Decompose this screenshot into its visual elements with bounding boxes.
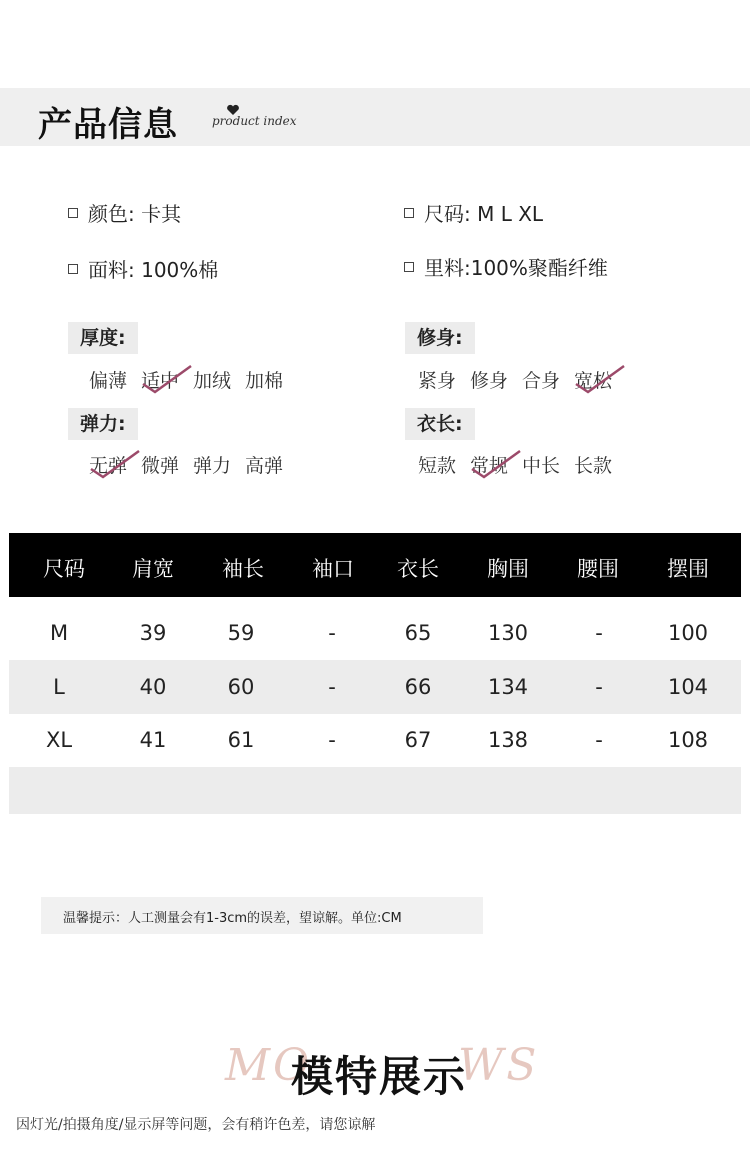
option-item: 加棉 bbox=[245, 370, 284, 392]
model-script-right: WS bbox=[458, 1040, 540, 1091]
attr-size-text: 尺码: M L XL bbox=[424, 202, 544, 226]
table-cell: 66 bbox=[404, 675, 432, 699]
option-item-selected bbox=[141, 366, 179, 393]
table-cell: 108 bbox=[667, 728, 709, 752]
table-cell: 39 bbox=[139, 621, 167, 645]
option-item-selected bbox=[574, 366, 612, 393]
table-cell: - bbox=[595, 621, 603, 645]
table-cell: - bbox=[328, 675, 336, 699]
option-item: 微弹 bbox=[141, 455, 180, 477]
color-difference-note: 因灯光/拍摄角度/显示屏等问题，会有稍许色差，请您谅解 bbox=[16, 1117, 376, 1133]
table-cell: 104 bbox=[667, 675, 709, 699]
table-cell: 60 bbox=[227, 675, 255, 699]
option-item-selected bbox=[89, 451, 127, 478]
size-table-header bbox=[9, 533, 741, 597]
table-cell: 134 bbox=[487, 675, 529, 699]
table-cell: M bbox=[49, 621, 69, 645]
table-cell: - bbox=[595, 675, 603, 699]
table-header-cell: 胸围 bbox=[487, 557, 529, 581]
bullet-box-icon bbox=[68, 208, 78, 218]
product-index-script bbox=[212, 104, 322, 138]
bullet-box-icon bbox=[404, 262, 414, 272]
option-item: 修身 bbox=[470, 370, 509, 392]
model-script-left: MO bbox=[225, 1040, 313, 1091]
table-cell: 40 bbox=[139, 675, 167, 699]
table-header-cell: 袖长 bbox=[222, 557, 264, 581]
attr-color bbox=[68, 198, 181, 227]
attr-color-text: 颜色: 卡其 bbox=[88, 202, 182, 226]
option-item: 加绒 bbox=[193, 370, 232, 392]
table-cell: 130 bbox=[487, 621, 529, 645]
fit-options bbox=[418, 366, 626, 393]
option-item-selected bbox=[470, 451, 508, 478]
table-header-cell: 尺码 bbox=[43, 557, 85, 581]
option-item: 弹力 bbox=[193, 455, 232, 477]
section-title: 产品信息 bbox=[38, 105, 178, 145]
elasticity-options bbox=[89, 451, 297, 478]
table-row bbox=[9, 606, 741, 660]
option-item: 中长 bbox=[522, 455, 561, 477]
table-cell: 100 bbox=[667, 621, 709, 645]
product-index-text: product index bbox=[212, 114, 297, 128]
bullet-box-icon bbox=[68, 264, 78, 274]
option-item: 短款 bbox=[418, 455, 457, 477]
table-row-empty bbox=[9, 767, 741, 814]
option-item: 高弹 bbox=[245, 455, 284, 477]
option-text: 适中 bbox=[141, 370, 180, 392]
attr-fabric bbox=[68, 254, 218, 283]
measurement-note bbox=[41, 897, 483, 934]
attr-lining bbox=[404, 252, 608, 281]
thickness-label: 厚度: bbox=[68, 322, 138, 354]
table-header-cell: 腰围 bbox=[577, 557, 619, 581]
table-cell: 61 bbox=[227, 728, 255, 752]
table-cell: L bbox=[53, 675, 65, 699]
table-cell: 67 bbox=[404, 728, 432, 752]
thickness-options bbox=[89, 366, 297, 393]
attr-fabric-text: 面料: 100%棉 bbox=[88, 258, 219, 282]
table-cell: XL bbox=[45, 728, 73, 752]
table-cell: 59 bbox=[227, 621, 255, 645]
table-cell: 138 bbox=[487, 728, 529, 752]
option-item: 合身 bbox=[522, 370, 561, 392]
length-options bbox=[418, 451, 626, 478]
table-cell: 65 bbox=[404, 621, 432, 645]
table-cell: 41 bbox=[139, 728, 167, 752]
option-text: 无弹 bbox=[89, 455, 128, 477]
attr-size bbox=[404, 198, 543, 227]
table-header-cell: 衣长 bbox=[397, 557, 439, 581]
table-header-cell: 摆围 bbox=[667, 557, 709, 581]
length-label: 衣长: bbox=[405, 408, 475, 440]
table-cell: - bbox=[328, 621, 336, 645]
option-text: 宽松 bbox=[574, 370, 613, 392]
bullet-box-icon bbox=[404, 208, 414, 218]
option-item: 长款 bbox=[574, 455, 613, 477]
table-row bbox=[9, 660, 741, 714]
option-item: 紧身 bbox=[418, 370, 457, 392]
measurement-note-text: 温馨提示：人工测量会有1-3cm的误差，望谅解。单位:CM bbox=[63, 911, 402, 926]
table-cell: - bbox=[595, 728, 603, 752]
table-header-cell: 肩宽 bbox=[132, 557, 174, 581]
table-cell: - bbox=[328, 728, 336, 752]
elasticity-label: 弹力: bbox=[68, 408, 138, 440]
fit-label: 修身: bbox=[405, 322, 475, 354]
model-section-title: 模特展示 bbox=[291, 1052, 468, 1101]
table-row bbox=[9, 713, 741, 767]
table-header-cell: 袖口 bbox=[312, 557, 354, 581]
attr-lining-text: 里料:100%聚酯纤维 bbox=[424, 256, 608, 280]
option-item: 偏薄 bbox=[89, 370, 128, 392]
option-text: 常规 bbox=[470, 455, 509, 477]
